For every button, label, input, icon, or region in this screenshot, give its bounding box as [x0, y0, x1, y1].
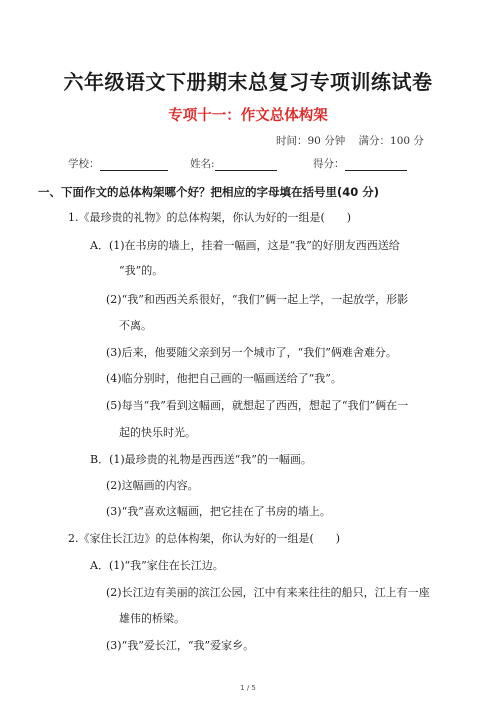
- school-blank: [100, 159, 168, 171]
- q1-option-a-line1-cont: “我”的。: [119, 264, 164, 277]
- full-score: 满分：100 分: [358, 135, 424, 147]
- q1-option-a-line4: (4)临分别时，他把自己画的一幅画送给了“我”。: [106, 372, 342, 385]
- score-blank: [345, 159, 407, 171]
- school-label: 学校：: [68, 158, 100, 170]
- q2-option-a-line1: A．(1)“我”家住在长江边。: [90, 559, 224, 572]
- score-field: [313, 156, 407, 171]
- q1-option-b-line1: B．(1)最珍贵的礼物是西西送“我”的一幅画。: [90, 453, 312, 466]
- q1-option-a-line3: (3)后来，他要随父亲到另一个城市了，“我们”俩难舍难分。: [106, 346, 397, 359]
- q1-option-b-line2: (2)这幅画的内容。: [106, 479, 199, 492]
- name-field: [190, 156, 277, 171]
- q1-option-a-line5: (5)每当“我”看到这幅画，就想起了西西，想起了“我们”俩在一: [106, 399, 409, 412]
- q1-option-a-line1: A．(1)在书房的墙上，挂着一幅画，这是“我”的好朋友西西送给: [90, 239, 400, 252]
- page-number: 1 / 5: [240, 684, 256, 692]
- section-title: 一、下面作文的总体构架哪个好？把相应的字母填在括号里(40 分): [38, 185, 380, 199]
- q2-option-a-line3: (3)“我”爱长江，“我”爱家乡。: [106, 639, 255, 652]
- name-label: 姓名:: [190, 158, 215, 170]
- q2-stem: 2.《家住长江边》的总体构架，你认为好的一组是( ): [68, 532, 341, 545]
- score-label: 得分：: [313, 158, 345, 170]
- name-blank: [215, 159, 277, 171]
- school-field: [68, 156, 168, 171]
- q1-option-b-line3: (3)“我”喜欢这幅画，把它挂在了书房的墙上。: [106, 505, 331, 518]
- q1-option-a-line2-cont: 不离。: [119, 319, 152, 332]
- q1-stem: 1.《最珍贵的礼物》的总体构架，你认为好的一组是( ): [68, 211, 352, 224]
- q2-option-a-line2-cont: 雄伟的桥梁。: [119, 612, 185, 625]
- q1-option-a-line5-cont: 起的快乐时光。: [119, 426, 196, 439]
- time-score-info: [276, 133, 434, 148]
- q2-option-a-line2: (2)长江边有美丽的滨江公园，江中有来来往往的船只，江上有一座: [106, 586, 430, 599]
- page-title: 六年级语文下册期末总复习专项训练试卷: [63, 70, 433, 94]
- page-subtitle: 专项十一：作文总体构架: [168, 108, 328, 124]
- q1-option-a-line2: (2)“我”和西西关系很好，“我们”俩一起上学，一起放学，形影: [106, 293, 409, 306]
- time-limit: 时间：90 分钟: [276, 135, 346, 147]
